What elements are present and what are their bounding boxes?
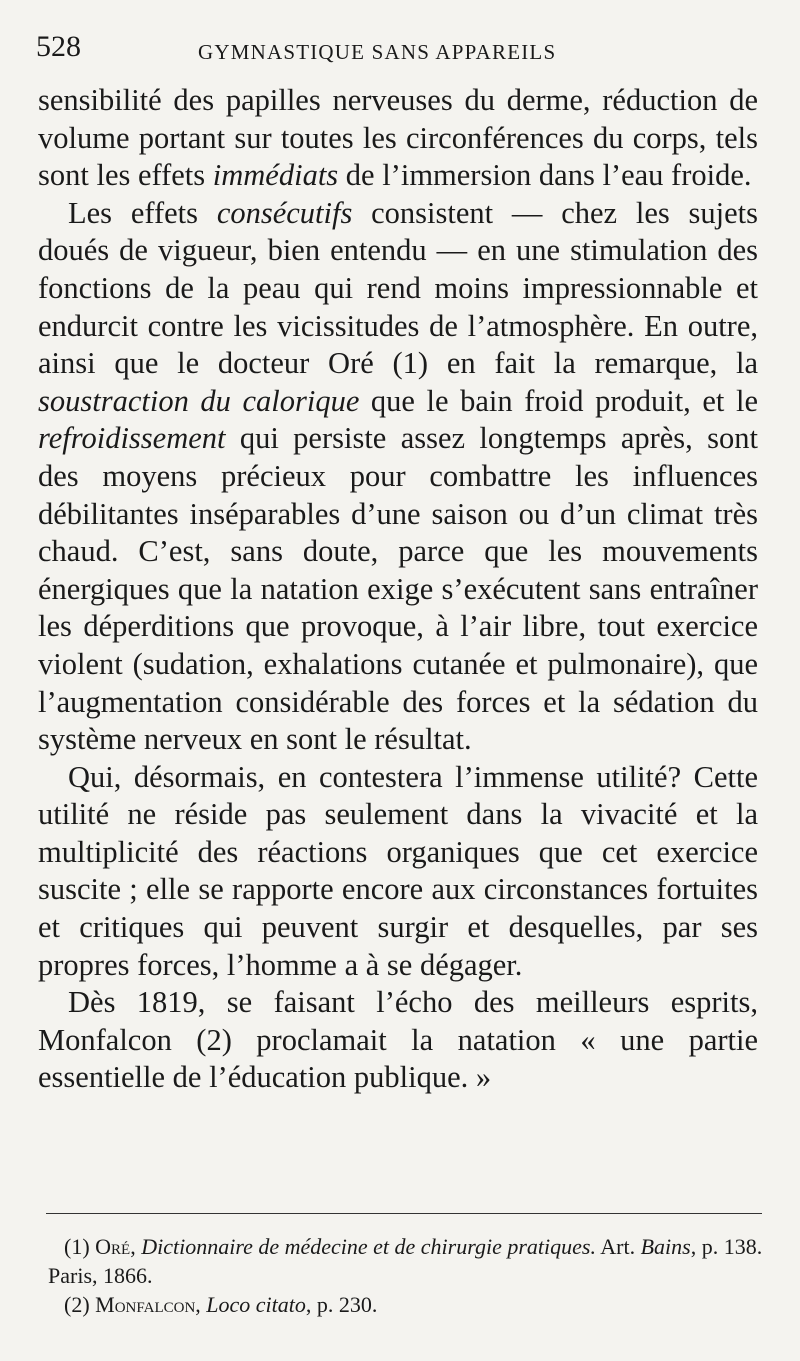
body-text <box>38 82 758 1097</box>
footnote-1-author: Oré <box>95 1234 131 1259</box>
footnotes <box>48 1232 768 1319</box>
footnote-1-separator: , <box>130 1234 142 1259</box>
paragraph-1-emphasis: immédiats <box>212 158 339 193</box>
paragraph-1-text-a: sensibilité des papilles nerveuses du derme, réduction de volume portant sur toutes les circonférences du corps, tels sont les effets <box>38 83 758 193</box>
paragraph-2-text-d: qui persiste assez longtemps après, sont des moyens précieux pour combattre les influences débilitantes inséparables d’une saison ou d’un climat très chaud. C’est, sans doute, parce que les mouvements énergiques que la natation exige s’exécutent sans entraîner les déperditions que provoque, à l’air libre, tout exercice violent (sudation, exhalations cutanée et pulmonaire), que l’augmentation considérable des forces et la sédation du système nerveux en sont le résultat. <box>38 421 758 757</box>
paragraph-2-text-b: consistent — chez les sujets doués de vigueur, bien entendu — en une stimulation des fonctions de la peau qui rend moins impressionnable et endurcit contre les vicissitudes de l’atmosphère. En outre, ainsi que le docteur Oré (1) en fait la remarque, la <box>38 195 759 381</box>
footnote-1-marker: (1) <box>64 1234 96 1259</box>
page-number: 528 <box>36 30 81 63</box>
footnote-2-separator: , <box>195 1292 207 1317</box>
paragraph-3: Qui, désormais, en contestera l’immense utilité? Cette utilité ne réside pas seulement dans la vivacité et la multiplicité des réactions organiques que cet exercice suscite ; elle se rapporte encore aux circonstances fortuites et critiques qui peuvent surgir et desquelles, par ses propres forces, l’homme a à se dégager. <box>38 759 758 982</box>
paragraph-4: Dès 1819, se faisant l’écho des meilleurs esprits, Monfalcon (2) proclamait la natation « une partie essentielle de l’éducation publique. » <box>38 985 758 1095</box>
footnote-1-rest: , p. 138. Paris, 1866. <box>48 1234 763 1288</box>
page-header <box>36 30 766 70</box>
paragraph-2-emphasis-3: refroidissement <box>38 421 226 456</box>
paragraph-2-emphasis-2: soustraction du calorique <box>38 383 360 418</box>
footnote-1-title: Dictionnaire de médecine et de chirurgie pratiques. <box>141 1234 596 1259</box>
footnote-2-rest: , p. 230. <box>305 1292 378 1317</box>
footnote-1-article-title: Bains <box>640 1234 691 1259</box>
footnote-divider <box>46 1213 762 1214</box>
paragraph-2-text-c: que le bain froid produit, et le <box>359 383 758 418</box>
paragraph-1-text-b: de l’immersion dans l’eau froide. <box>338 158 752 193</box>
paragraph-1 <box>38 82 758 195</box>
paragraph-2-emphasis-1: consécutifs <box>216 195 353 230</box>
footnote-2-title: Loco citato <box>206 1292 306 1317</box>
paragraph-2-text-a: Les effets <box>68 195 217 230</box>
footnote-2-author: Monfalcon <box>95 1292 196 1317</box>
footnote-2 <box>48 1290 768 1319</box>
footnote-2-marker: (2) <box>64 1292 96 1317</box>
paragraph-2 <box>38 195 758 759</box>
footnote-1-art-label: Art. <box>595 1234 641 1259</box>
running-head: GYMNASTIQUE SANS APPAREILS <box>198 40 557 64</box>
footnote-1 <box>48 1232 768 1290</box>
